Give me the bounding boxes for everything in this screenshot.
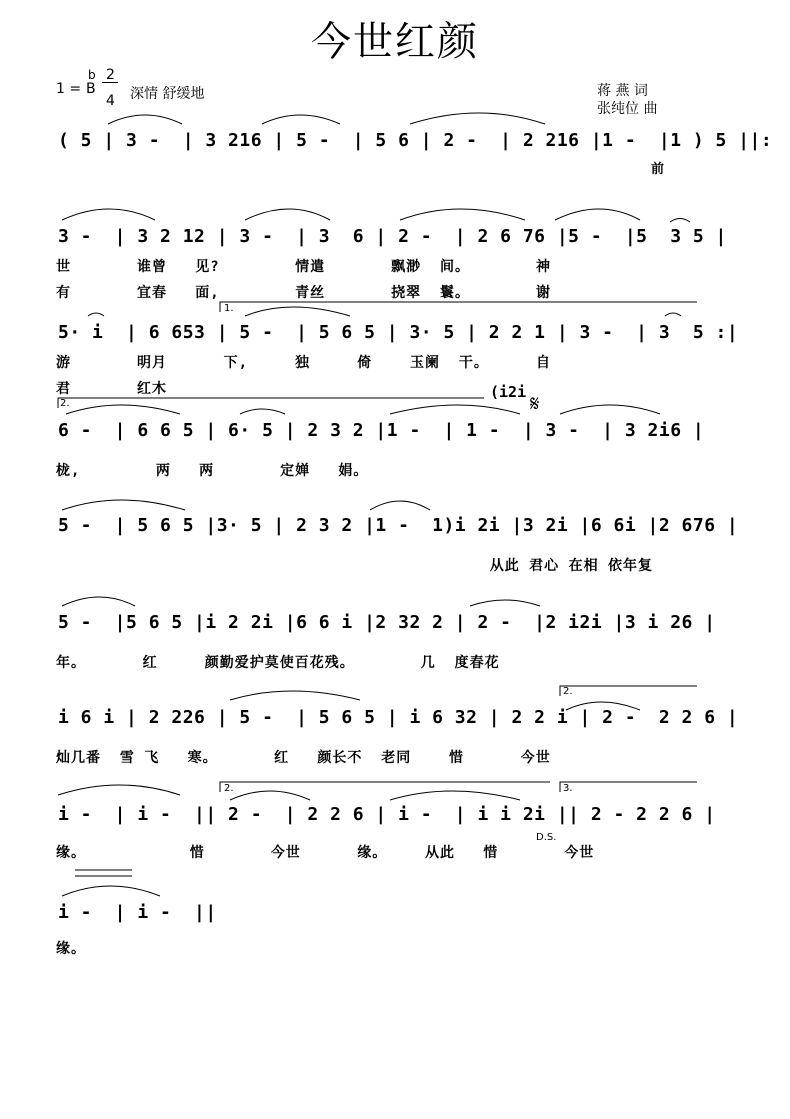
lyric-verse-1: 世 谁曾 见? 情遣 飘渺 间。 神 (56, 259, 552, 275)
slur (58, 785, 180, 795)
notes-line: i - | i - || (58, 902, 217, 923)
composer-credit: 张纯位 曲 (597, 101, 658, 117)
volta-bracket (560, 686, 697, 696)
time-top: 2 (106, 67, 115, 83)
lyric-verse-2: 君 红木 (56, 381, 168, 397)
slur (62, 500, 185, 510)
slur (230, 691, 360, 700)
slur (665, 313, 681, 316)
tempo-marking: 深情 舒缓地 (130, 86, 205, 102)
prelude-lyric: 前 (651, 162, 665, 177)
notes-line: 6 - | 6 6 5 | 6· 5 | 2 3 2 |1 - | 1 - | 3 - | 3 2i6 | (58, 420, 705, 441)
slur (566, 702, 640, 710)
slur (555, 209, 640, 220)
notes-line: i 6 i | 2 226 | 5 - | 5 6 5 | i 6 32 | 2 2 i | 2 - 2 2 6 | (58, 707, 739, 728)
lyricist-credit: 蒋 燕 词 (597, 83, 648, 99)
slur (262, 115, 340, 124)
lyric-verse-1: 从此 君心 在相 依年复 (56, 558, 654, 574)
slur (62, 886, 160, 896)
volta-bracket (560, 782, 697, 792)
volta-label: 3. (563, 783, 573, 794)
slur (66, 405, 180, 414)
song-title: 今世红颜 (311, 19, 479, 65)
volta-label: 2. (60, 398, 70, 409)
slur (245, 209, 330, 220)
slur (410, 113, 545, 124)
slur (670, 219, 690, 223)
crescendo-lines (75, 870, 132, 876)
notes-line: i - | i - || 2 - | 2 2 6 | i - | i i 2i || 2 - 2 2 6 | (58, 804, 716, 825)
notes-line: 3 - | 3 2 12 | 3 - | 3 6 | 2 - | 2 6 76 |5 - |5 3 5 | (58, 226, 727, 247)
slur (108, 115, 182, 124)
volta-bracket (58, 398, 484, 408)
notes-line: ( 5 | 3 - | 3 216 | 5 - | 5 6 | 2 - | 2 216 |1 - |1 ) 5 ||: (58, 130, 773, 151)
key-flat: b (88, 68, 96, 82)
lyric-verse-1: 栊, 两 两 定婵 娟。 (56, 463, 369, 479)
lyric-verse-1: 缘。 惜 今世 缘。 从此 惜 今世 (56, 845, 595, 861)
lyric-verse-1: 年。 红 颜勤爱护莫使百花残。 几 度春花 (56, 655, 500, 671)
key-prefix: 1 = (56, 81, 82, 97)
slur (560, 405, 660, 414)
slur (230, 791, 310, 800)
time-bottom: 4 (106, 93, 115, 109)
lyric-verse-2: 有 宜春 面, 青丝 挠翠 鬟。 谢 (56, 285, 552, 301)
segno-icon: 𝄋 (530, 392, 540, 417)
key-note: B (86, 81, 96, 97)
slur (390, 791, 520, 800)
volta-label: 2. (224, 783, 234, 794)
volta-label: 1. (224, 303, 234, 314)
slur (400, 209, 525, 220)
notes-line: 5 - |5 6 5 |i 2 2i |6 6 i |2 32 2 | 2 - |2 i2i |3 i 26 | (58, 612, 716, 633)
slur (62, 597, 135, 606)
slur (390, 405, 520, 414)
lyric-verse-1: 游 明月 下, 独 倚 玉阑 干。 自 (56, 355, 552, 371)
slur (88, 313, 104, 316)
slur (62, 209, 155, 220)
lyric-verse-1: 缘。 (56, 941, 86, 957)
slur (470, 600, 540, 606)
lyric-verse-1: 灿几番 雪 飞 寒。 红 颜长不 老同 惜 今世 (56, 750, 551, 766)
volta-label: 2. (563, 686, 573, 697)
slur (245, 307, 350, 316)
ds-marking: D.S. (536, 832, 557, 843)
slur (240, 409, 285, 414)
notes-line: 5· i | 6 653 | 5 - | 5 6 5 | 3· 5 | 2 2 1 | 3 - | 3 5 :| (58, 322, 739, 343)
slur (370, 501, 430, 510)
notes-line: 5 - | 5 6 5 |3· 5 | 2 3 2 |1 - 1)i 2i |3 2i |6 6i |2 676 | (58, 515, 739, 536)
interlude-label: (i2i (490, 383, 527, 401)
